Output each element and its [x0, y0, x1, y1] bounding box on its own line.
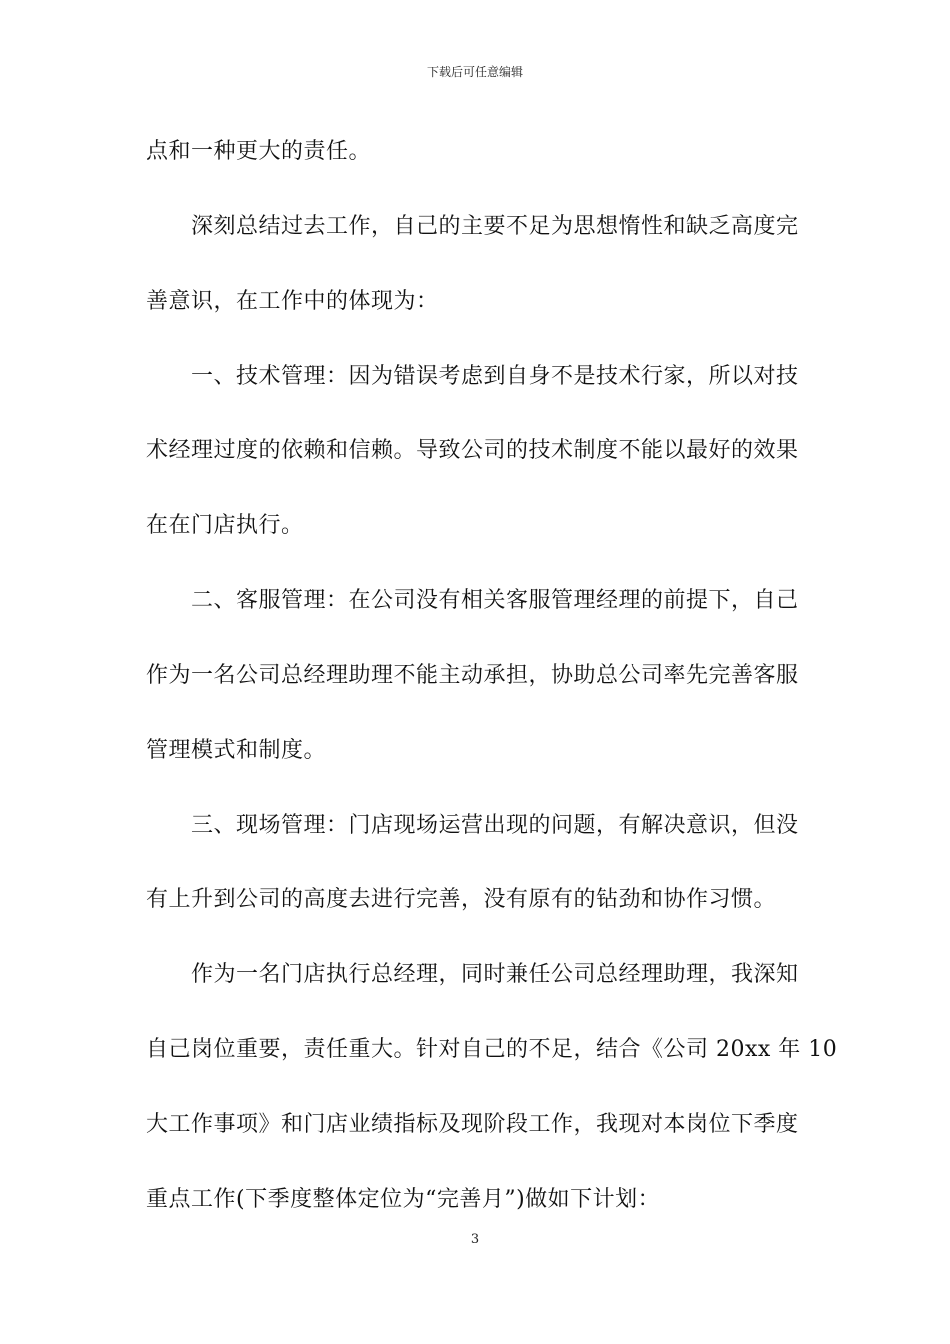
- body-line: 自己岗位重要，责任重大。针对自己的不足，结合《公司 20xx 年 10: [146, 1037, 838, 1062]
- body-line: 深刻总结过去工作，自己的主要不足为思想惰性和缺乏高度完: [146, 214, 799, 239]
- page-number: 3: [470, 1232, 480, 1247]
- body-line: 重点工作(下季度整体定位为“完善月”)做如下计划：: [146, 1187, 661, 1212]
- body-line: 大工作事项》和门店业绩指标及现阶段工作，我现对本岗位下季度: [146, 1112, 799, 1137]
- body-line: 在在门店执行。: [146, 513, 304, 538]
- body-line: 三、现场管理：门店现场运营出现的问题，有解决意识，但没: [146, 813, 799, 838]
- body-line: 作为一名公司总经理助理不能主动承担，协助总公司率先完善客服: [146, 663, 799, 688]
- body-line: 二、客服管理：在公司没有相关客服管理经理的前提下，自己: [146, 588, 799, 613]
- body-line: 术经理过度的依赖和信赖。导致公司的技术制度不能以最好的效果: [146, 438, 799, 463]
- body-line: 有上升到公司的高度去进行完善，没有原有的钻劲和协作习惯。: [146, 887, 777, 912]
- body-line: 善意识，在工作中的体现为：: [146, 289, 439, 314]
- body-line: 一、技术管理：因为错误考虑到自身不是技术行家，所以对技: [146, 364, 799, 389]
- body-line: 作为一名门店执行总经理，同时兼任公司总经理助理，我深知: [146, 962, 799, 987]
- page-header-note: 下载后可任意编辑: [426, 65, 523, 79]
- body-line: 管理模式和制度。: [146, 738, 327, 763]
- body-line: 点和一种更大的责任。: [146, 139, 372, 164]
